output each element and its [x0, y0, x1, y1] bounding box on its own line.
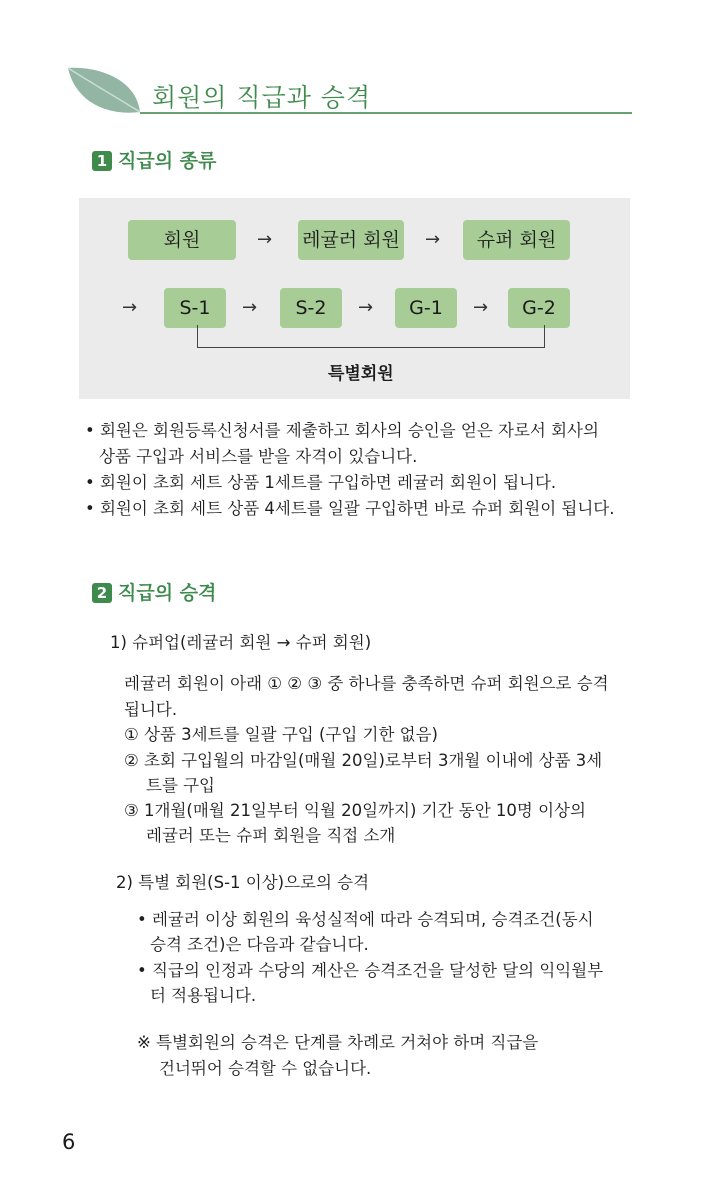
- special-member-label: 특별회원: [328, 364, 394, 384]
- section-title: 직급의 승격: [118, 582, 217, 604]
- body-line: 트를 구입: [146, 776, 216, 795]
- rank-box-member: 회원: [128, 220, 236, 260]
- note-line: 건너뛰어 승격할 수 없습니다.: [159, 1059, 372, 1078]
- body-line: 레귤러 또는 슈퍼 회원을 직접 소개: [146, 826, 396, 845]
- note-line: ※ 특별회원의 승격은 단계를 차례로 거쳐야 하며 직급을: [137, 1033, 539, 1052]
- arrow: →: [122, 297, 138, 318]
- rank-box-g1: G-1: [395, 288, 457, 328]
- arrow: →: [473, 297, 489, 318]
- rank-box-super: 슈퍼 회원: [463, 220, 570, 260]
- page-header: [66, 64, 632, 120]
- arrow: →: [425, 229, 441, 250]
- bullet-line: 상품 구입과 서비스를 받을 자격이 있습니다.: [99, 447, 418, 466]
- body-line: • 레귤러 이상 회원의 육성실적에 따라 승격되며, 승격조건(동시: [137, 910, 594, 929]
- body-line: 됩니다.: [124, 700, 178, 719]
- section-1-heading: [92, 146, 216, 173]
- section-number-badge: 1: [92, 151, 112, 171]
- subsection-title: 1) 슈퍼업(레귤러 회원 → 슈퍼 회원): [110, 633, 372, 652]
- arrow: →: [242, 297, 258, 318]
- page-title: 회원의 직급과 승격: [152, 83, 372, 112]
- subsection-title: 2) 특별 회원(S-1 이상)으로의 승격: [116, 873, 370, 892]
- rank-box-s2: S-2: [280, 288, 342, 328]
- body-line: 승격 조건)은 다음과 같습니다.: [150, 935, 369, 954]
- body-line: ③ 1개월(매월 21일부터 익월 20일까지) 기간 동안 10명 이상의: [124, 801, 586, 820]
- section-2-heading: [92, 578, 216, 605]
- section-title: 직급의 종류: [118, 150, 217, 172]
- body-line: ① 상품 3세트를 일괄 구입 (구입 기한 없음): [124, 725, 438, 744]
- leaf-icon: [66, 64, 144, 120]
- rank-box-regular: 레귤러 회원: [298, 220, 404, 260]
- rank-diagram: [79, 198, 630, 399]
- page-number: 6: [62, 1130, 76, 1154]
- body-line: 레귤러 회원이 아래 ① ② ③ 중 하나를 충족하면 슈퍼 회원으로 승격: [124, 674, 609, 693]
- body-line: 터 적용됩니다.: [150, 986, 257, 1005]
- bullet-line: • 회원이 초회 세트 상품 1세트를 구입하면 레귤러 회원이 됩니다.: [85, 473, 557, 492]
- rank-box-g2: G-2: [508, 288, 570, 328]
- body-line: • 직급의 인정과 수당의 계산은 승격조건을 달성한 달의 익익월부: [137, 961, 604, 980]
- arrow: →: [358, 297, 374, 318]
- arrow: →: [257, 229, 273, 250]
- special-member-bracket: [197, 325, 545, 348]
- section-number-badge: 2: [92, 583, 112, 603]
- body-line: ② 초회 구입월의 마감일(매월 20일)로부터 3개월 이내에 상품 3세: [124, 751, 603, 770]
- rank-box-s1: S-1: [164, 288, 226, 328]
- bullet-line: • 회원이 초회 세트 상품 4세트를 일괄 구입하면 바로 슈퍼 회원이 됩니다.: [85, 499, 615, 518]
- title-divider: [140, 112, 632, 114]
- bullet-line: • 회원은 회원등록신청서를 제출하고 회사의 승인을 얻은 자로서 회사의: [85, 421, 599, 440]
